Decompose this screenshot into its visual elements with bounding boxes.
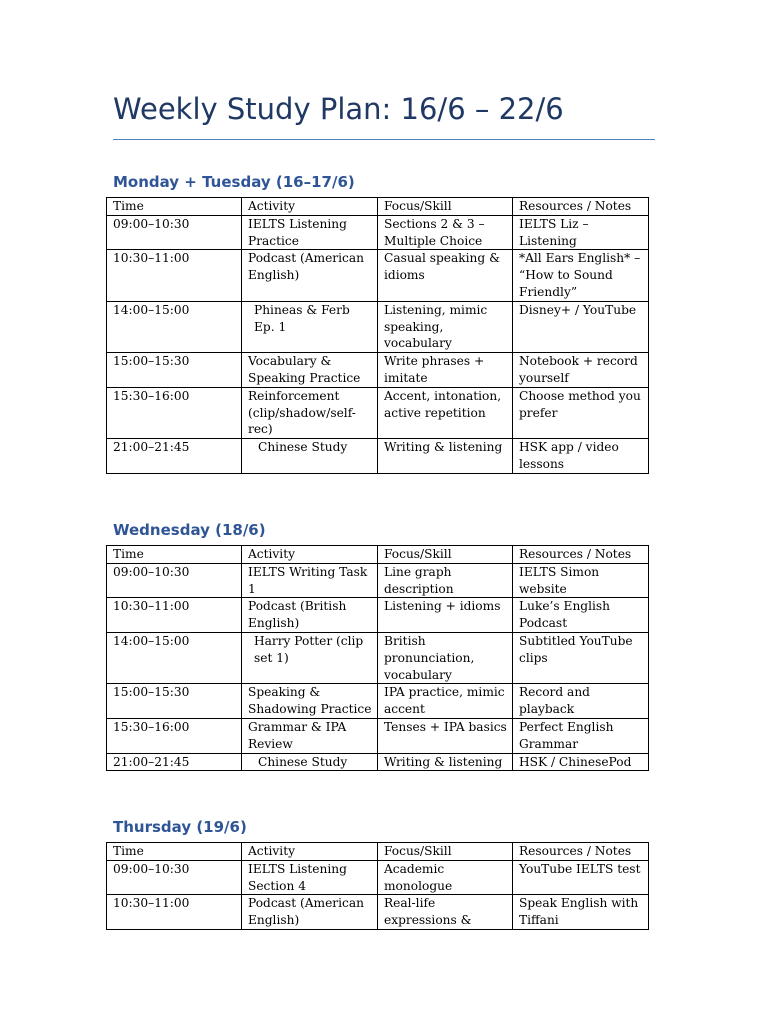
table-row [107, 895, 649, 930]
time-cell: 15:30–16:00 [107, 387, 242, 438]
time-cell: 14:00–15:00 [107, 632, 242, 683]
resources-cell: IELTS Simon website [513, 563, 649, 598]
activity-cell: IELTS Writing Task 1 [242, 563, 378, 598]
resources-cell: IELTS Liz – Listening [513, 215, 649, 250]
focus-cell: Line graph description [378, 563, 513, 598]
activity-cell: Podcast (American English) [242, 895, 378, 930]
activity-cell: Chinese Study [242, 753, 378, 771]
resources-cell: Speak English with Tiffani [513, 895, 649, 930]
page-title: Weekly Study Plan: 16/6 – 22/6 [113, 92, 564, 126]
resources-cell: Perfect English Grammar [513, 718, 649, 753]
activity-cell: Podcast (British English) [242, 598, 378, 633]
column-header-resources: Resources / Notes [513, 198, 649, 216]
column-header-focus: Focus/Skill [378, 198, 513, 216]
focus-cell: Real-life expressions & [378, 895, 513, 930]
activity-cell: Harry Potter (clip set 1) [242, 632, 378, 683]
time-cell: 15:00–15:30 [107, 684, 242, 719]
table-row [107, 563, 649, 598]
schedule-table-thursday [106, 842, 649, 930]
activity-cell: IELTS Listening Practice [242, 215, 378, 250]
time-cell: 10:30–11:00 [107, 895, 242, 930]
resources-cell: Choose method you prefer [513, 387, 649, 438]
column-header-activity: Activity [242, 843, 378, 861]
time-cell: 15:30–16:00 [107, 718, 242, 753]
column-header-time: Time [107, 843, 242, 861]
time-cell: 09:00–10:30 [107, 215, 242, 250]
time-cell: 10:30–11:00 [107, 598, 242, 633]
focus-cell: Writing & listening [378, 439, 513, 474]
table-row [107, 684, 649, 719]
focus-cell: Academic monologue [378, 860, 513, 895]
schedule-table-wednesday [106, 545, 649, 771]
resources-cell: Notebook + record yourself [513, 353, 649, 388]
table-row [107, 598, 649, 633]
activity-cell: Grammar & IPA Review [242, 718, 378, 753]
table-row [107, 301, 649, 352]
table-header-row [107, 198, 649, 216]
focus-cell: Writing & listening [378, 753, 513, 771]
activity-cell: Vocabulary & Speaking Practice [242, 353, 378, 388]
time-cell: 15:00–15:30 [107, 353, 242, 388]
activity-cell: Phineas & Ferb Ep. 1 [242, 301, 378, 352]
resources-cell: HSK app / video lessons [513, 439, 649, 474]
resources-cell: YouTube IELTS test [513, 860, 649, 895]
section-heading-monday-tuesday: Monday + Tuesday (16–17/6) [113, 173, 355, 191]
time-cell: 21:00–21:45 [107, 439, 242, 474]
section-heading-wednesday: Wednesday (18/6) [113, 521, 266, 539]
time-cell: 21:00–21:45 [107, 753, 242, 771]
activity-cell: Podcast (American English) [242, 250, 378, 301]
focus-cell: Listening, mimic speaking, vocabulary [378, 301, 513, 352]
table-header-row [107, 843, 649, 861]
focus-cell: Accent, intonation, active repetition [378, 387, 513, 438]
table-row [107, 860, 649, 895]
resources-cell: HSK / ChinesePod [513, 753, 649, 771]
column-header-resources: Resources / Notes [513, 843, 649, 861]
activity-cell: Reinforcement (clip/shadow/self-rec) [242, 387, 378, 438]
table-row [107, 753, 649, 771]
title-underline [113, 139, 655, 140]
column-header-activity: Activity [242, 546, 378, 564]
column-header-resources: Resources / Notes [513, 546, 649, 564]
time-cell: 09:00–10:30 [107, 563, 242, 598]
activity-cell: IELTS Listening Section 4 [242, 860, 378, 895]
focus-cell: Write phrases + imitate [378, 353, 513, 388]
focus-cell: IPA practice, mimic accent [378, 684, 513, 719]
time-cell: 09:00–10:30 [107, 860, 242, 895]
focus-cell: Sections 2 & 3 – Multiple Choice [378, 215, 513, 250]
resources-cell: Disney+ / YouTube [513, 301, 649, 352]
section-heading-thursday: Thursday (19/6) [113, 818, 247, 836]
table-row [107, 718, 649, 753]
resources-cell: Subtitled YouTube clips [513, 632, 649, 683]
resources-cell: Record and playback [513, 684, 649, 719]
activity-cell: Speaking & Shadowing Practice [242, 684, 378, 719]
schedule-table-monday-tuesday [106, 197, 649, 474]
resources-cell: *All Ears English* – “How to Sound Friendly” [513, 250, 649, 301]
table-row [107, 632, 649, 683]
table-row [107, 215, 649, 250]
column-header-activity: Activity [242, 198, 378, 216]
table-header-row [107, 546, 649, 564]
focus-cell: Listening + idioms [378, 598, 513, 633]
resources-cell: Luke’s English Podcast [513, 598, 649, 633]
activity-cell: Chinese Study [242, 439, 378, 474]
table-row [107, 387, 649, 438]
focus-cell: Casual speaking & idioms [378, 250, 513, 301]
table-row [107, 353, 649, 388]
focus-cell: Tenses + IPA basics [378, 718, 513, 753]
column-header-time: Time [107, 198, 242, 216]
time-cell: 10:30–11:00 [107, 250, 242, 301]
column-header-focus: Focus/Skill [378, 546, 513, 564]
column-header-focus: Focus/Skill [378, 843, 513, 861]
table-row [107, 439, 649, 474]
table-row [107, 250, 649, 301]
time-cell: 14:00–15:00 [107, 301, 242, 352]
focus-cell: British pronunciation, vocabulary [378, 632, 513, 683]
column-header-time: Time [107, 546, 242, 564]
